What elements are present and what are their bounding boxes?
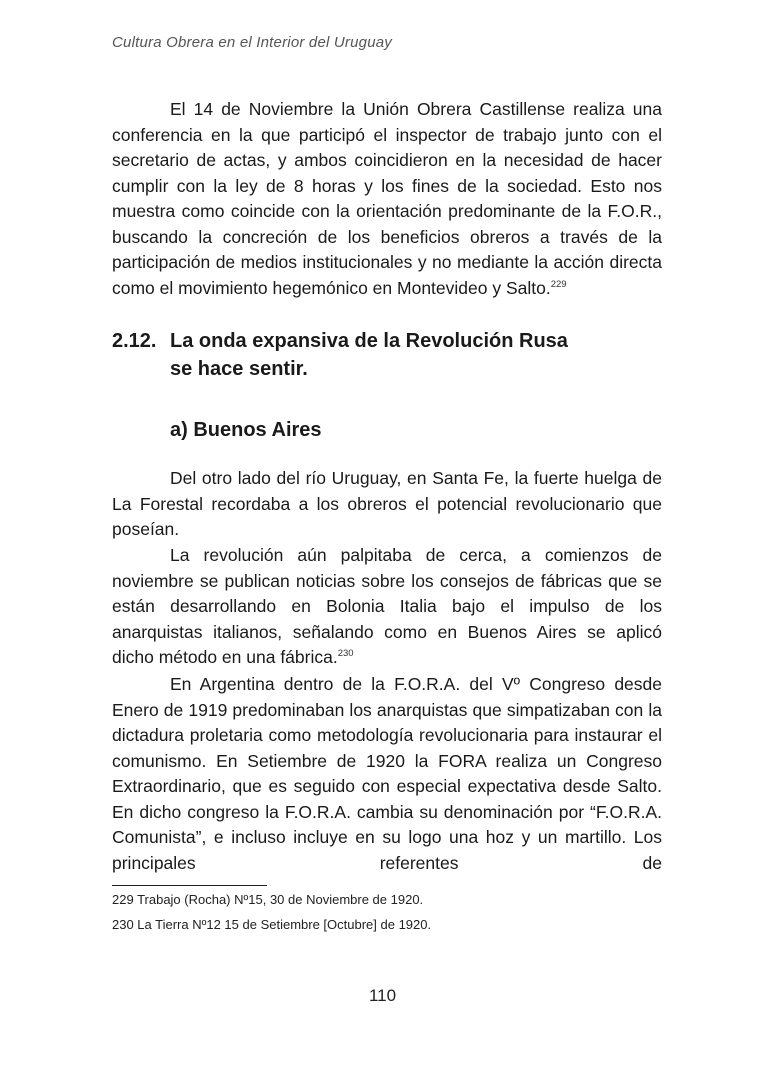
section-title-line-2: se hace sentir. [170, 358, 308, 380]
paragraph-4: En Argentina dentro de la F.O.R.A. del Vº Congreso desde Enero de 1919 predominaban los anarquistas que simpatizaban con la dictadura proletaria como metodología revolucionaria para instaurar el comunismo. En Setiembre de 1920 la FORA realiza un Congreso Extraordinario, que es seguido con especial expectativa desde Salto. En dicho congreso la F.O.R.A. cambia su denominación por “F.O.R.A. Comunista”, e incluso incluye en su logo una hoz y un martillo. Los principales referentes de [112, 674, 662, 873]
footnote-ref-229: 229 [550, 278, 567, 290]
footnote-229: 229 Trabajo (Rocha) Nº15, 30 de Noviembre de 1920. [112, 892, 424, 907]
section-number: 2.12. [112, 330, 157, 352]
paragraph-2: Del otro lado del río Uruguay, en Santa Fe, la fuerte huelga de La Forestal recordaba a los obreros el potencial revolucionario que poseían. [112, 468, 662, 539]
footnote-230: 230 La Tierra Nº12 15 de Setiembre [Octubre] de 1920. [112, 917, 432, 932]
paragraph-1-text: El 14 de Noviembre la Unión Obrera Castillense realiza una conferencia en la que participó el inspector de trabajo junto con el secretario de actas, y ambos coincidieron en la necesidad de hacer cumplir con la ley de 8 horas y los fines de la sociedad. Esto nos muestra como coincide con la orientación predominante de la F.O.R., buscando la concreción de los beneficios obreros a través de la participación de medios institucionales y no mediante la acción directa como el movimiento hegemónico en Montevideo y Salto. [112, 99, 662, 298]
page-number: 110 [368, 986, 397, 1005]
footnote-ref-230: 230 [337, 648, 354, 660]
paragraph-1 [112, 97, 662, 301]
running-header: Cultura Obrera en el Interior del Uruguay [112, 34, 393, 51]
section-title-line-1: La onda expansiva de la Revolución Rusa [170, 330, 568, 352]
paragraph-3 [112, 543, 662, 671]
footnote-divider [112, 885, 267, 886]
subsection-heading: a) Buenos Aires [170, 419, 322, 441]
paragraph-3-text: La revolución aún palpitaba de cerca, a comienzos de noviembre se publican noticias sobre los consejos de fábricas que se están desarrollando en Bolonia Italia bajo el impulso de los anarquistas italianos, señalando como en Buenos Aires se aplicó dicho método en una fábrica. [112, 545, 662, 667]
section-heading [112, 327, 672, 383]
